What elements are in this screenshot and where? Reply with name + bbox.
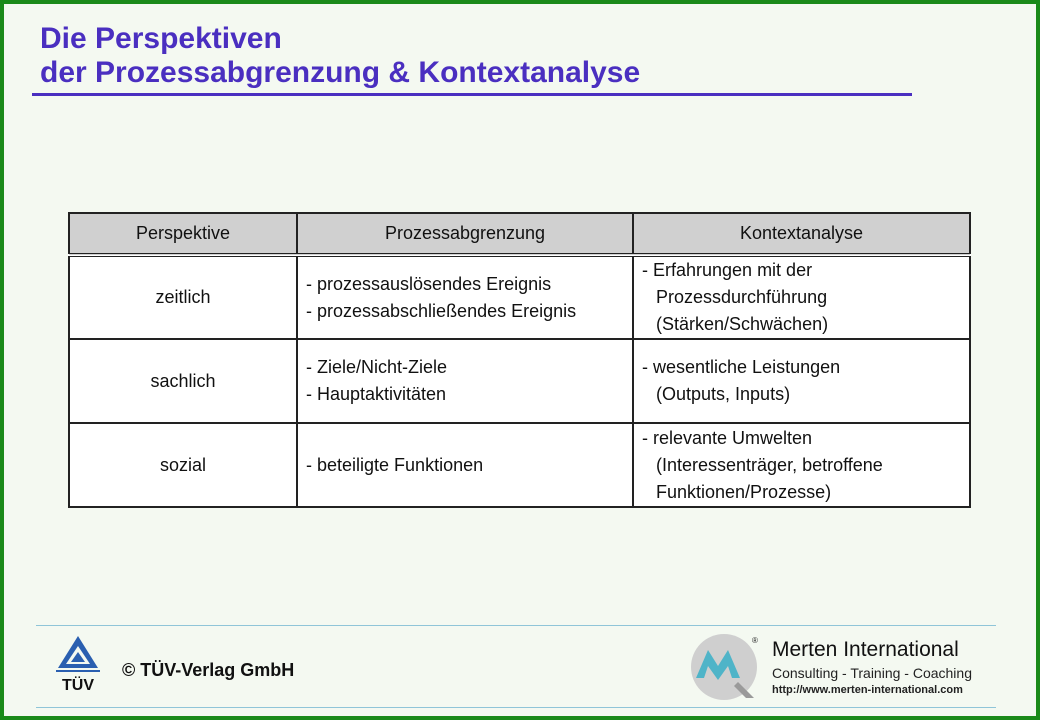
header-kontextanalyse: Kontextanalyse bbox=[633, 213, 970, 255]
company-url[interactable]: http://www.merten-international.com bbox=[772, 684, 963, 696]
perspektive-cell: zeitlich bbox=[69, 255, 297, 339]
kontext-line: - Erfahrungen mit der bbox=[642, 260, 813, 280]
abgrenzung-line: - prozessabschließendes Ereignis bbox=[306, 300, 577, 321]
footer-divider-top bbox=[36, 625, 996, 626]
perspektiven-table bbox=[68, 212, 971, 508]
abgrenzung-line: - Ziele/Nicht-Ziele bbox=[306, 357, 448, 377]
kontext-cell bbox=[633, 339, 970, 423]
abgrenzung-cell bbox=[297, 423, 633, 507]
abgrenzung-line: - Hauptaktivitäten bbox=[306, 384, 447, 404]
table-row bbox=[69, 423, 970, 507]
kontext-line: (Outputs, Inputs) bbox=[656, 384, 791, 404]
kontext-cell bbox=[633, 423, 970, 507]
header-prozessabgrenzung: Prozessabgrenzung bbox=[297, 213, 633, 255]
abgrenzung-cell bbox=[297, 255, 633, 339]
slide-title bbox=[40, 22, 640, 90]
footer-divider-bottom bbox=[36, 707, 996, 708]
header-perspektive: Perspektive bbox=[69, 213, 297, 255]
registered-mark: ® bbox=[752, 636, 758, 645]
title-line-1: Die Perspektiven bbox=[40, 22, 282, 55]
kontext-line: Funktionen/Prozesse) bbox=[656, 481, 832, 502]
perspektive-cell: sozial bbox=[69, 423, 297, 507]
perspektive-cell: sachlich bbox=[69, 339, 297, 423]
abgrenzung-line: - beteiligte Funktionen bbox=[306, 454, 484, 475]
table-header-row bbox=[69, 213, 970, 255]
company-name: Merten International bbox=[772, 638, 959, 661]
kontext-line: - wesentliche Leistungen bbox=[642, 357, 841, 377]
tuv-triangle-icon bbox=[52, 634, 104, 694]
copyright-text: © TÜV-Verlag GmbH bbox=[122, 660, 295, 680]
kontext-line: (Stärken/Schwächen) bbox=[656, 314, 829, 334]
table-row bbox=[69, 339, 970, 423]
kontext-line: - relevante Umwelten bbox=[642, 427, 813, 448]
kontext-cell bbox=[633, 255, 970, 339]
title-underline bbox=[32, 93, 912, 96]
abgrenzung-cell bbox=[297, 339, 633, 423]
kontext-line: Prozessdurchführung bbox=[656, 287, 828, 307]
company-tagline: Consulting - Training - Coaching bbox=[772, 665, 972, 681]
kontext-line: (Interessenträger, betroffene bbox=[656, 454, 883, 475]
table-row bbox=[69, 255, 970, 339]
title-line-2: der Prozessabgrenzung & Kontextanalyse bbox=[40, 56, 641, 89]
tuv-logo-text: TÜV bbox=[62, 677, 94, 694]
abgrenzung-line: - prozessauslösendes Ereignis bbox=[306, 273, 552, 294]
